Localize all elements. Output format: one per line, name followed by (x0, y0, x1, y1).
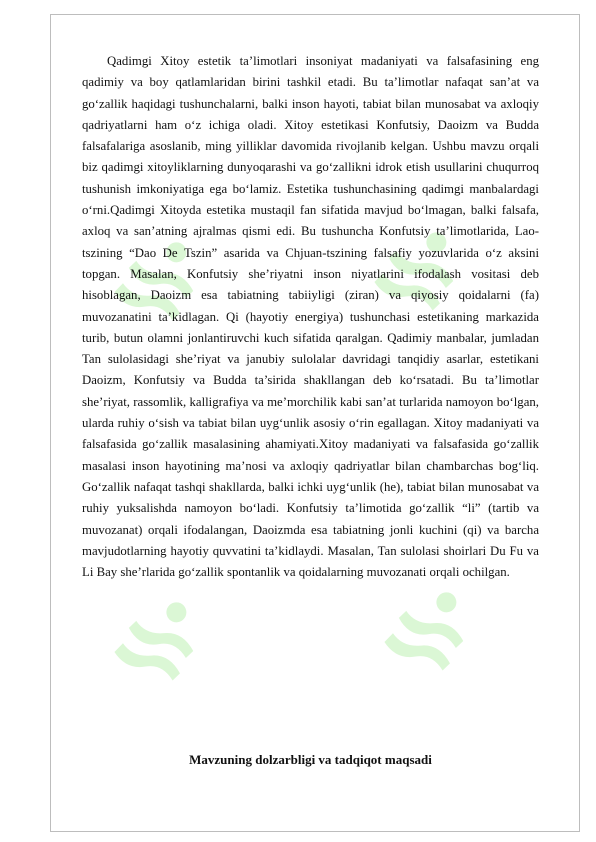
body-paragraph: Qadimgi Xitoy estetik ta’limotlari insoniyat madaniyati va falsafasining eng qadimiy va boy qatlamlaridan birini tashkil etadi. Bu ta’limotlar nafaqat san’at va go‘zallik haqidagi tushunchalarni, balki inson hayoti, tabiat bilan munosabat va axloqiy qadriyatlarni ham o‘z ichiga oladi. Xitoy estetikasi Konfutsiy, Daoizm va Budda falsafalariga asoslanib, ming yilliklar davomida rivojlanib kelgan. Ushbu mavzu orqali biz qadimgi xitoyliklarning dunyoqarashi va go‘zallikni idrok etish usullarini chuqurroq tushunish imkoniyatiga ega bo‘lamiz. Estetika tushunchasining qadimgi manbalardagi o‘rni.Qadimgi Xitoyda estetika mustaqil fan sifatida mavjud bo‘lmagan, balki falsafa, axloq va san’atning ajralmas qismi edi. Bu tushuncha Konfutsiy ta’limotlarida, Lao-tszining “Dao De Tszin” asarida va Chjuan-tszining falsafiy yozuvlarida o‘z aksini topgan. Masalan, Konfutsiy she’riyatni inson niyatlarini ifodalash vositasi deb hisoblagan, Daoizm esa tabiatning tabiiyligi (ziran) va qiyosiy qoidalarni (fa) muvozanatini ta’kidlagan. Qi (hayotiy energiya) tushunchasi estetikaning markazida turib, butun olamni jonlantiruvchi kuch sifatida qaralgan. Qadimiy manbalar, jumladan Tan sulolasidagi she’riyat va janubiy sulolalar davridagi tanqidiy asarlar, estetikani Daoizm, Konfutsiy va Budda ta’sirida shakllangan deb ko‘rsatadi. Bu ta’limotlar she’riyat, rassomlik, kalligrafiya va me’morchilik kabi san’at turlarida namoyon bo‘lgan, ularda ruhiy o‘sish va tabiat bilan uyg‘unlik asosiy o‘rin egallagan. Xitoy madaniyati va falsafasida go‘zallik masalasining ahamiyati.Xitoy madaniyati va falsafasida go‘zallik masalasi inson hayotining ma’nosi va axloqiy qadriyatlar bilan chambarchas bog‘liq. Go‘zallik nafaqat tashqi shakllarda, balki ichki uyg‘unlik (he), tabiat bilan munosabat va ruhiy yuksalishda namoyon bo‘ladi. Konfutsiy ta’limotida go‘zallik “li” (tartib va muvozanat) orqali ifodalangan, Daoizmda esa tabiatning jonli kuchini (qi) va barcha mavjudotlarning hayotiy quvvatini ta’kidlaydi. Masalan, Tan sulolasi shoirlari Du Fu va Li Bay she’rlarida go‘zallik spontanlik va qoidalarning muvozanati orqali ochilgan. (82, 54, 539, 580)
section-heading: Mavzuning dolzarbligi va tadqiqot maqsadi (189, 752, 432, 767)
